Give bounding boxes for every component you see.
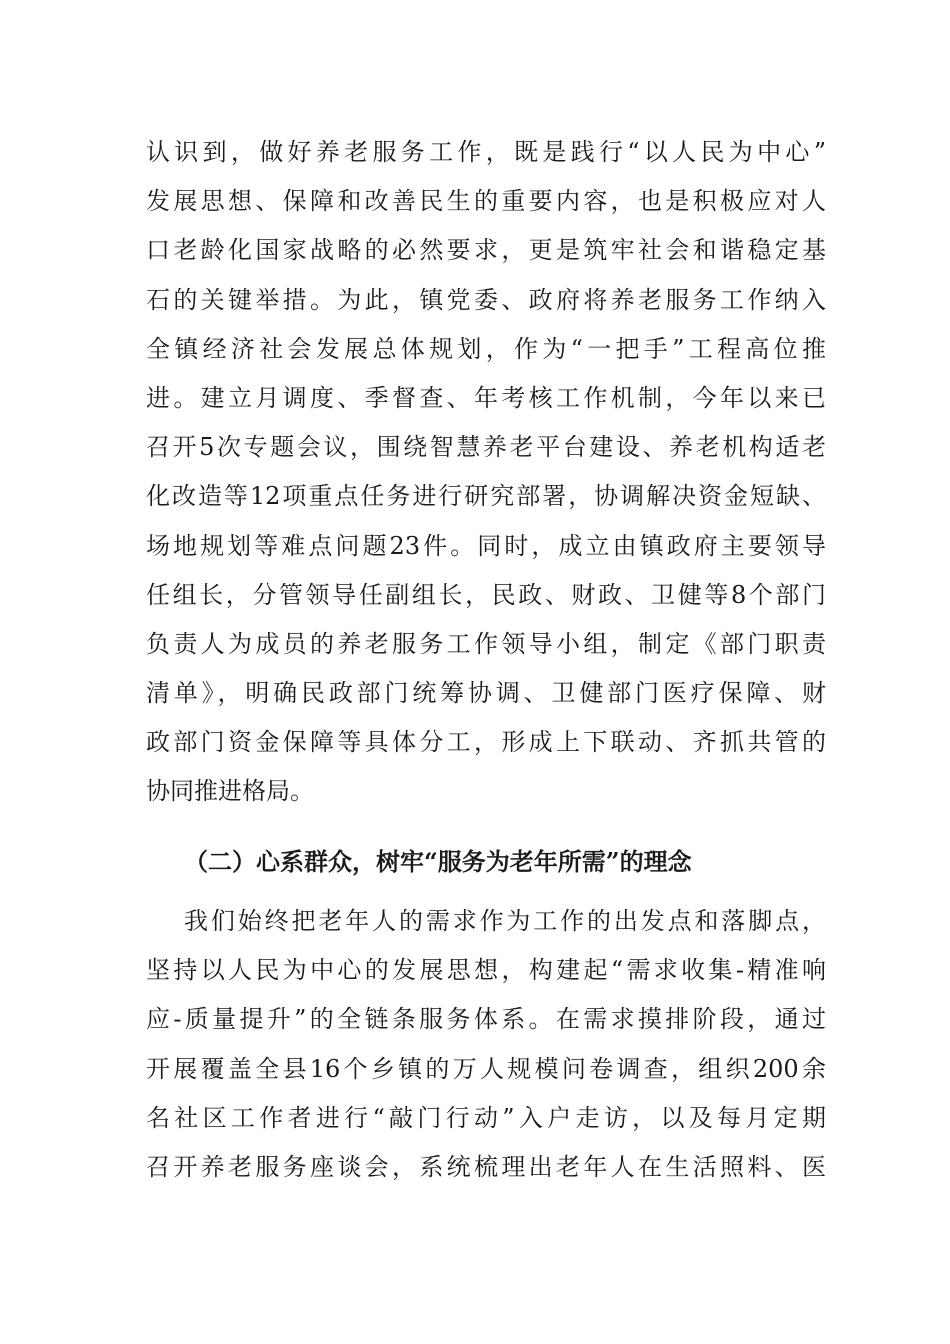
paragraph-2-line: 我们始终把老年人的需求作为工作的出发点和落脚点， (184, 907, 826, 935)
paragraph-1-line: 化改造等12项重点任务进行研究部署，协调解决资金短缺、 (146, 482, 826, 511)
paragraph-2-line: 应-质量提升”的全链条服务体系。在需求摸排阶段，通过 (146, 1005, 826, 1034)
paragraph-1-line: 任组长，分管领导任副组长，民政、财政、卫健等8个部门 (146, 580, 826, 609)
paragraph-1-line: 口老龄化国家战略的必然要求，更是筑牢社会和谐稳定基 (146, 236, 826, 265)
paragraph-1-line: 全镇经济社会发展总体规划，作为“一把手”工程高位推 (146, 334, 826, 363)
paragraph-1-line: 场地规划等难点问题23件。同时，成立由镇政府主要领导 (146, 531, 826, 560)
paragraph-2 (146, 897, 826, 1192)
paragraph-1-line: 进。建立月调度、季督查、年考核工作机制，今年以来已 (146, 383, 826, 412)
paragraph-1-line: 政部门资金保障等具体分工，形成上下联动、齐抓共管的 (146, 728, 826, 757)
paragraph-2-line: 名社区工作者进行“敲门行动”入户走访，以及每月定期 (146, 1103, 826, 1132)
paragraph-1-line: 清单》，明确民政部门统筹协调、卫健部门医疗保障、财 (146, 679, 826, 708)
paragraph-2-line: 开展覆盖全县16个乡镇的万人规模问卷调查，组织200余 (146, 1054, 826, 1083)
paragraph-1 (146, 128, 826, 817)
paragraph-2-line: 坚持以人民为中心的发展思想，构建起“需求收集-精准响 (146, 956, 826, 985)
paragraph-2-line: 召开养老服务座谈会，系统梳理出老年人在生活照料、医 (146, 1152, 826, 1181)
paragraph-1-line: 石的关键举措。为此，镇党委、政府将养老服务工作纳入 (146, 285, 826, 314)
paragraph-1-line: 负责人为成员的养老服务工作领导小组，制定《部门职责 (146, 629, 826, 658)
section-heading: （二）心系群众，树牢“服务为老年所需”的理念 (184, 847, 692, 876)
paragraph-1-line: 召开5次专题会议，围绕智慧养老平台建设、养老机构适老 (146, 433, 826, 462)
paragraph-1-line: 发展思想、保障和改善民生的重要内容，也是积极应对人 (146, 187, 826, 216)
paragraph-1-line: 认识到，做好养老服务工作，既是践行“以人民为中心” (146, 138, 826, 166)
paragraph-1-line: 协同推进格局。 (146, 777, 314, 806)
